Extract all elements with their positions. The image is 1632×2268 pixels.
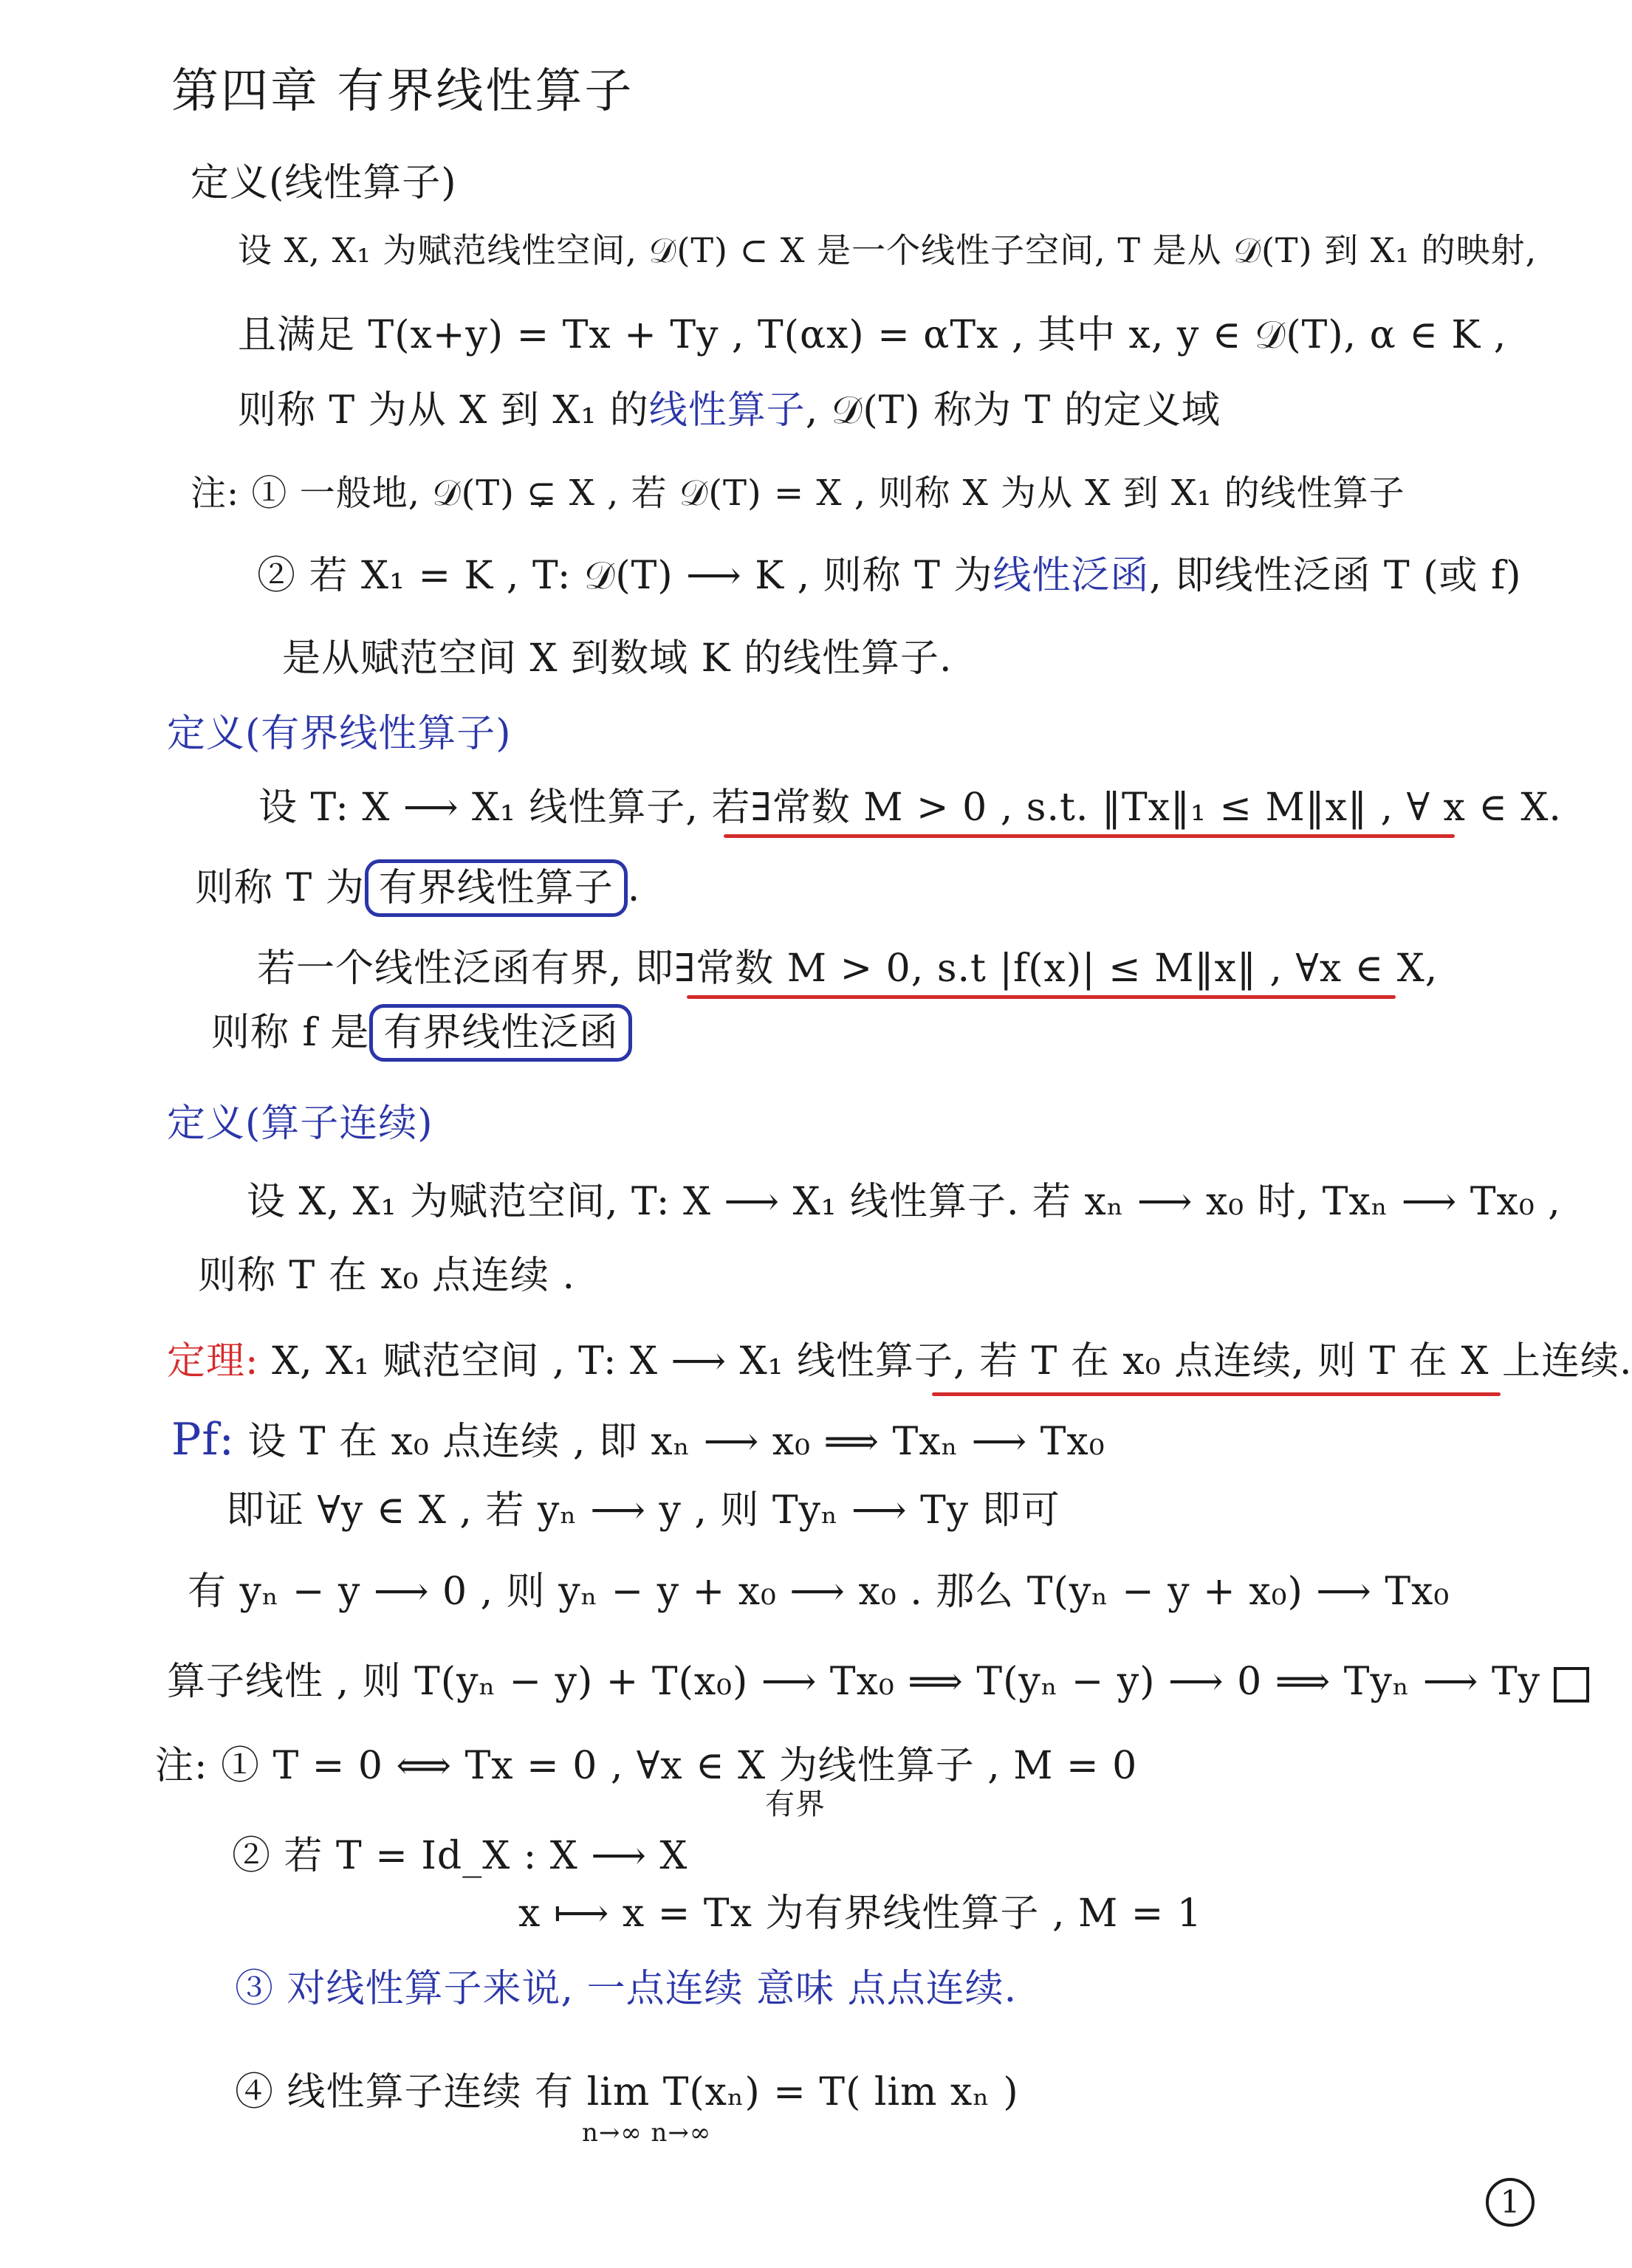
page-number: 1 — [1486, 2178, 1535, 2227]
def1-line1: 设 X, X₁ 为赋范线性空间, 𝒟(T) ⊂ X 是一个线性子空间, T 是从 𝒟(T) 到 X₁ 的映射, — [238, 230, 1537, 270]
def2-line2-b: . — [627, 866, 641, 910]
def1-note1: 注: ① 一般地, 𝒟(T) ⊊ X , 若 𝒟(T) = X , 则称 X 为从 X 到 X₁ 的线性算子 — [191, 472, 1405, 514]
def2-line3-a: 若一个线性泛函有界, 即 — [257, 946, 675, 991]
chapter-title: 第四章 有界线性算子 — [171, 64, 634, 119]
proof-label: Pf: — [171, 1414, 235, 1465]
def2-line1 — [258, 786, 1562, 830]
proof-line2: 即证 ∀y ∈ X , 若 yₙ ⟶ y , 则 Tyₙ ⟶ Ty 即可 — [226, 1488, 1060, 1533]
def2-line4-a: 则称 f 是 — [211, 1011, 370, 1055]
theorem-underline — [932, 1392, 1501, 1396]
notes-n1: 注: ① T = 0 ⟺ Tx = 0 , ∀x ∈ X 为线性算子 , M = 0 — [155, 1744, 1138, 1788]
def3-line2: 则称 T 在 x₀ 点连续 . — [198, 1254, 576, 1298]
def2-line4 — [211, 1004, 632, 1062]
proof-line1-text: 设 T 在 x₀ 点连续 , 即 xₙ ⟶ x₀ ⟹ Txₙ ⟶ Tx₀ — [247, 1420, 1105, 1464]
def2-bounded-functional-box: 有界线性泛函 — [369, 1004, 632, 1062]
def2-heading: 定义(有界线性算子) — [167, 712, 512, 756]
theorem-label: 定理: — [167, 1339, 259, 1384]
def1-heading: 定义(线性算子) — [191, 161, 457, 205]
def1-note2-c: 是从赋范空间 X 到数域 K 的线性算子. — [282, 636, 953, 681]
qed-square-icon — [1554, 1667, 1589, 1702]
def1-line3-b: , 𝒟(T) 称为 T 的定义域 — [805, 388, 1221, 433]
def1-line3 — [238, 388, 1221, 433]
theorem-text-b: , 若 T 在 x₀ 点连续, 则 T 在 X 上连续 — [953, 1339, 1619, 1384]
def2-line1-b: ∃常数 M > 0 , s.t. ‖Tx‖₁ ≤ M‖x‖ , ∀ x ∈ X. — [750, 786, 1562, 830]
notes-n2-a: ② 若 T = Id_X : X ⟶ X — [232, 1834, 688, 1878]
def1-note2-a: ② 若 X₁ = K , T: 𝒟(T) ⟶ K , 则称 T 为 — [257, 554, 993, 598]
def1-note2 — [257, 554, 1522, 598]
def1-line2: 且满足 T(x+y) = Tx + Ty , T(αx) = αTx , 其中 x, y ∈ 𝒟(T), α ∈ K , — [238, 313, 1507, 357]
def3-heading: 定义(算子连续) — [167, 1102, 433, 1146]
notes-n4-sub: n→∞ n→∞ — [582, 2118, 712, 2148]
def2-line1-a: 设 T: X ⟶ X₁ 线性算子, 若 — [258, 786, 751, 830]
notes-n1-sub: 有界 — [765, 1787, 826, 1821]
def2-line1-underline — [724, 834, 1455, 838]
theorem-text-a: X, X₁ 赋范空间 , T: X ⟶ X₁ 线性算子 — [272, 1339, 954, 1384]
def2-bounded-operator-box: 有界线性算子 — [365, 859, 628, 917]
def2-line3 — [257, 946, 1439, 991]
notes-n2-b: x ⟼ x = Tx 为有界线性算子 , M = 1 — [518, 1891, 1202, 1936]
proof-line3: 有 yₙ − y ⟶ 0 , 则 yₙ − y + x₀ ⟶ x₀ . 那么 T(yₙ − y + x₀) ⟶ Tx₀ — [188, 1570, 1450, 1614]
theorem-line — [167, 1339, 1632, 1384]
def2-line3-b: ∃常数 M > 0, s.t |f(x)| ≤ M‖x‖ , ∀x ∈ X, — [674, 946, 1439, 991]
def1-line3-a: 则称 T 为从 X 到 X₁ 的 — [238, 388, 649, 433]
proof-line1 — [171, 1414, 1105, 1465]
def1-note2-b: , 即线性泛函 T (或 f) — [1149, 554, 1522, 598]
def2-line2 — [195, 859, 640, 917]
notes-n4-a: ④ 线性算子连续 有 lim T(xₙ) = T( lim xₙ ) — [235, 2070, 1019, 2114]
def2-line3-underline — [687, 995, 1396, 999]
proof-line4-text: 算子线性 , 则 T(yₙ − y) + T(x₀) ⟶ Tx₀ ⟹ T(yₙ − y) ⟶ 0 ⟹ Tyₙ ⟶ Ty — [167, 1660, 1541, 1704]
def3-line1: 设 X, X₁ 为赋范空间, T: X ⟶ X₁ 线性算子. 若 xₙ ⟶ x₀ 时, Txₙ ⟶ Tx₀ , — [247, 1180, 1561, 1224]
notes-n3: ③ 对线性算子来说, 一点连续 意味 点点连续. — [235, 1967, 1018, 2011]
def1-term-linear-operator: 线性算子 — [648, 388, 806, 433]
def2-line2-a: 则称 T 为 — [195, 866, 365, 910]
theorem-text-c: . — [1619, 1339, 1632, 1384]
def1-term-linear-functional: 线性泛函 — [992, 554, 1150, 598]
proof-line4 — [167, 1660, 1589, 1704]
